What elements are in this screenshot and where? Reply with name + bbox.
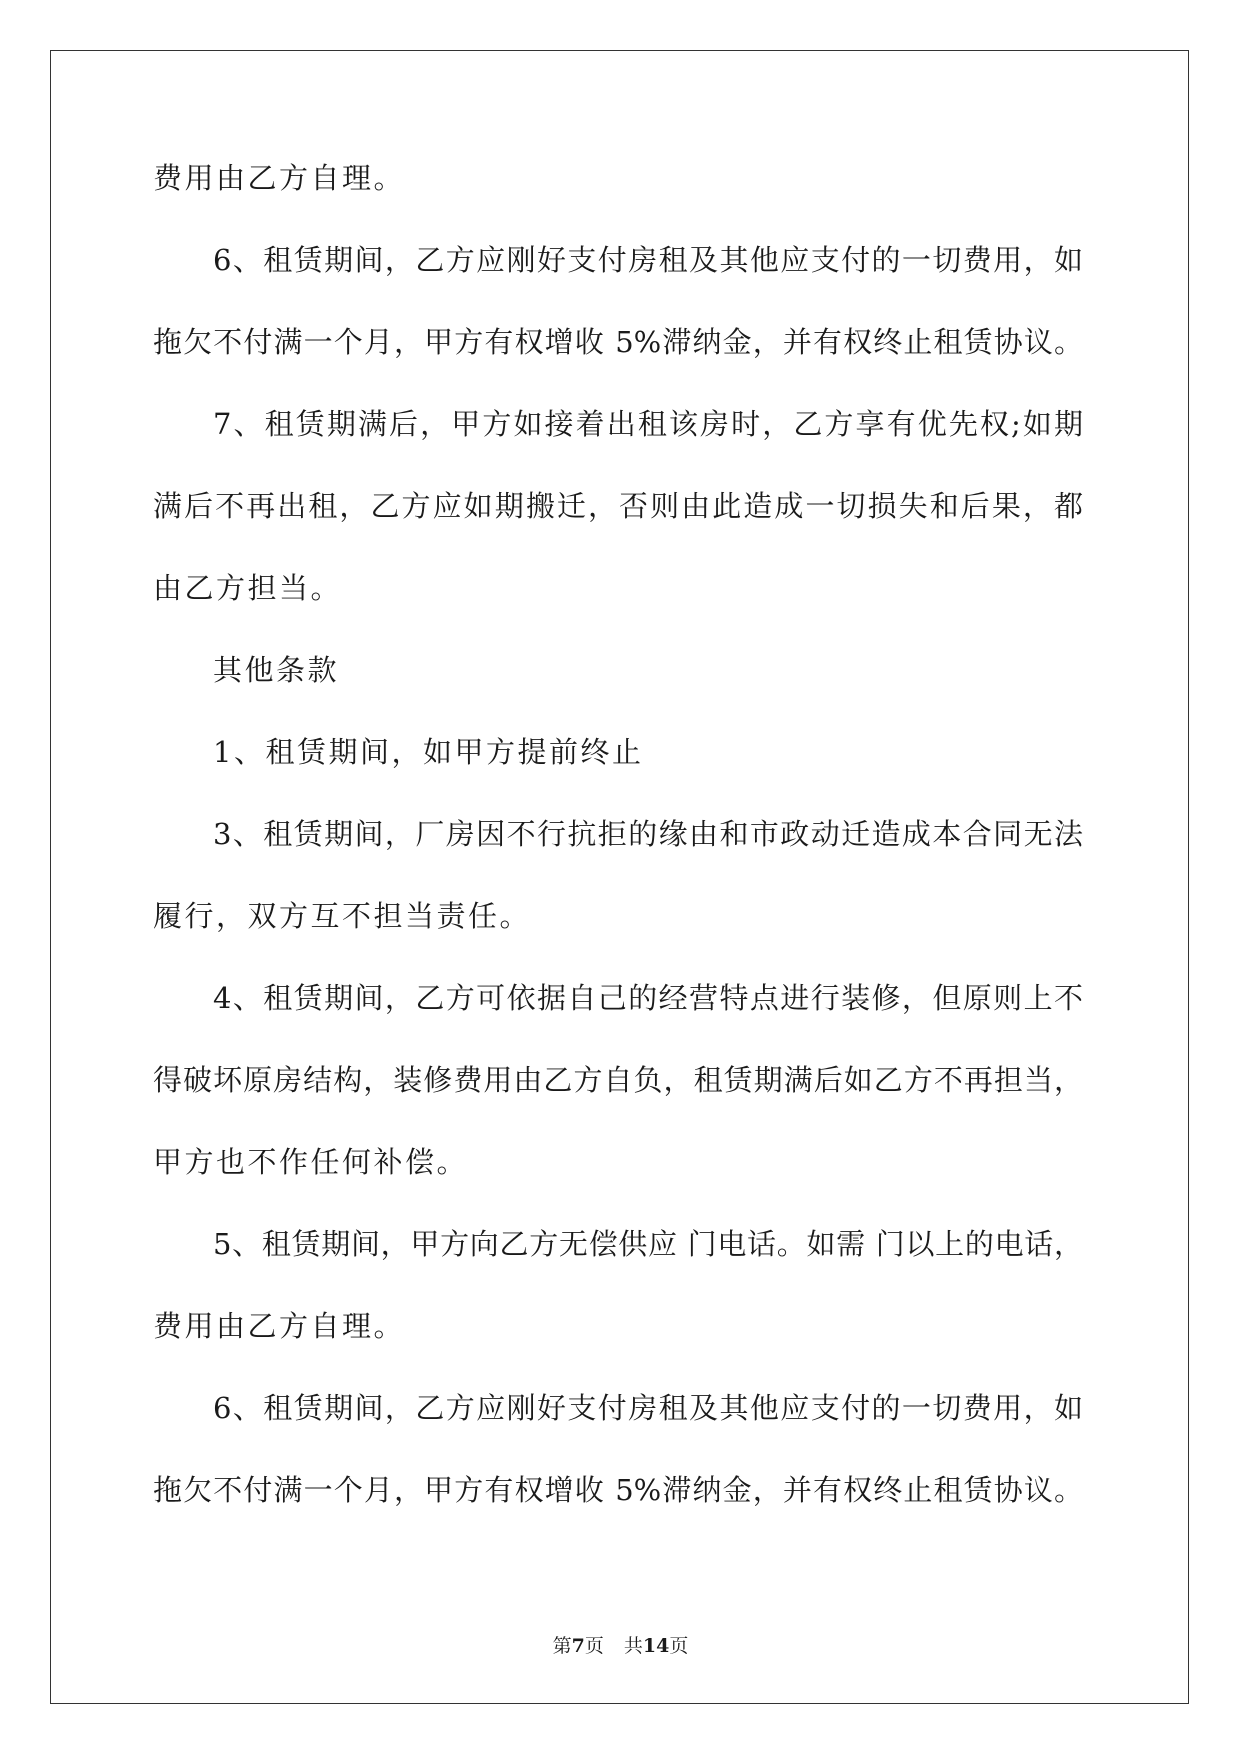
text-line: 甲方也不作任何补偿。	[153, 1145, 469, 1179]
text-line: 6、租赁期间，乙方应刚好支付房租及其他应支付的一切费用，如	[213, 1391, 1083, 1425]
footer-total-word: 页	[669, 1635, 689, 1657]
footer-page-word: 页	[584, 1635, 604, 1657]
text-line: 3、租赁期间，厂房因不行抗拒的缘由和市政动迁造成本合同无法	[213, 817, 1083, 851]
footer-total-prefix: 共	[623, 1635, 643, 1657]
text-line: 拖欠不付满一个月，甲方有权增收 5%滞纳金，并有权终止租赁协议。	[153, 325, 1083, 359]
section-heading: 其他条款	[213, 653, 340, 687]
text-line: 6、租赁期间，乙方应刚好支付房租及其他应支付的一切费用，如	[213, 243, 1083, 277]
footer-prefix: 第	[552, 1635, 572, 1657]
text-line: 5、租赁期间，甲方向乙方无偿供应 门电话。如需 门以上的电话，	[213, 1227, 1083, 1261]
total-page-number: 14	[642, 1635, 670, 1657]
text-line: 1、租赁期间，如甲方提前终止	[213, 735, 644, 769]
text-line: 费用由乙方自理。	[153, 1309, 406, 1343]
page-footer	[0, 1637, 1241, 1656]
document-body	[153, 161, 1083, 1558]
current-page-number: 7	[571, 1635, 585, 1657]
text-line: 拖欠不付满一个月，甲方有权增收 5%滞纳金，并有权终止租赁协议。	[153, 1473, 1083, 1507]
text-line: 4、租赁期间，乙方可依据自己的经营特点进行装修，但原则上不	[213, 981, 1083, 1015]
text-line: 7、租赁期满后，甲方如接着出租该房时，乙方享有优先权;如期	[213, 407, 1083, 441]
text-line: 由乙方担当。	[153, 571, 343, 605]
text-line: 履行，双方互不担当责任。	[153, 899, 532, 933]
text-line: 费用由乙方自理。	[153, 161, 406, 195]
text-line: 满后不再出租，乙方应如期搬迁，否则由此造成一切损失和后果，都	[153, 489, 1083, 523]
text-line: 得破坏原房结构，装修费用由乙方自负，租赁期满后如乙方不再担当，	[153, 1063, 1083, 1097]
